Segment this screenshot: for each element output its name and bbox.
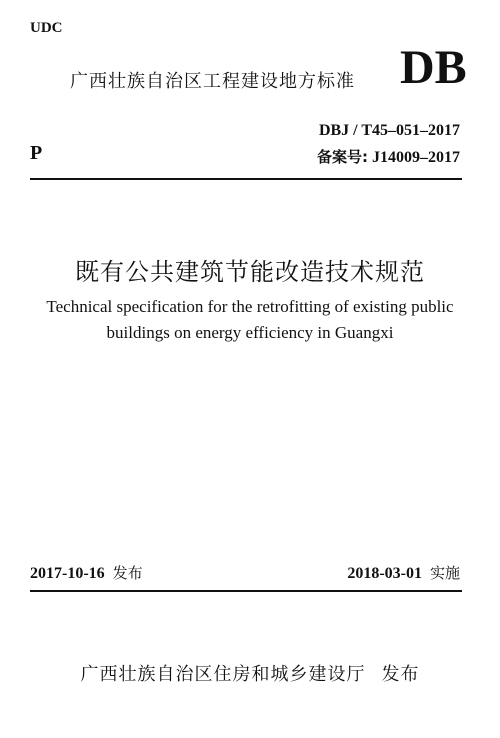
udc-label: UDC: [30, 20, 63, 36]
filing-record: [317, 146, 460, 167]
title-english-line-1: Technical specification for the retrofitting of existing public: [46, 297, 454, 316]
title-chinese: 既有公共建筑节能改造技术规范: [75, 258, 425, 286]
standard-category: 广西壮族自治区工程建设地方标准: [70, 71, 355, 92]
title-english-line-2: buildings on energy efficiency in Guangxi: [106, 323, 394, 342]
publisher-name: 广西壮族自治区住房和城乡建设厅: [80, 664, 366, 685]
standard-number: DBJ / T45–051–2017: [318, 122, 460, 139]
publish-action: 发布: [381, 664, 420, 685]
implementation-date: 2018-03-01: [347, 565, 422, 582]
implementation-label: 实施: [429, 564, 460, 582]
top-divider: [30, 178, 462, 180]
publisher-line: [0, 660, 500, 686]
issue-label: 发布: [112, 564, 143, 582]
implementation-date-block: [347, 562, 460, 583]
p-classification: P: [30, 142, 43, 164]
db-mark: DB: [400, 41, 467, 94]
filing-number: J14009–2017: [372, 149, 460, 166]
issue-date-block: [30, 562, 143, 583]
title-english: [20, 294, 480, 346]
bottom-divider: [30, 590, 462, 592]
filing-label: 备案号:: [317, 148, 368, 166]
issue-date: 2017-10-16: [30, 565, 105, 582]
